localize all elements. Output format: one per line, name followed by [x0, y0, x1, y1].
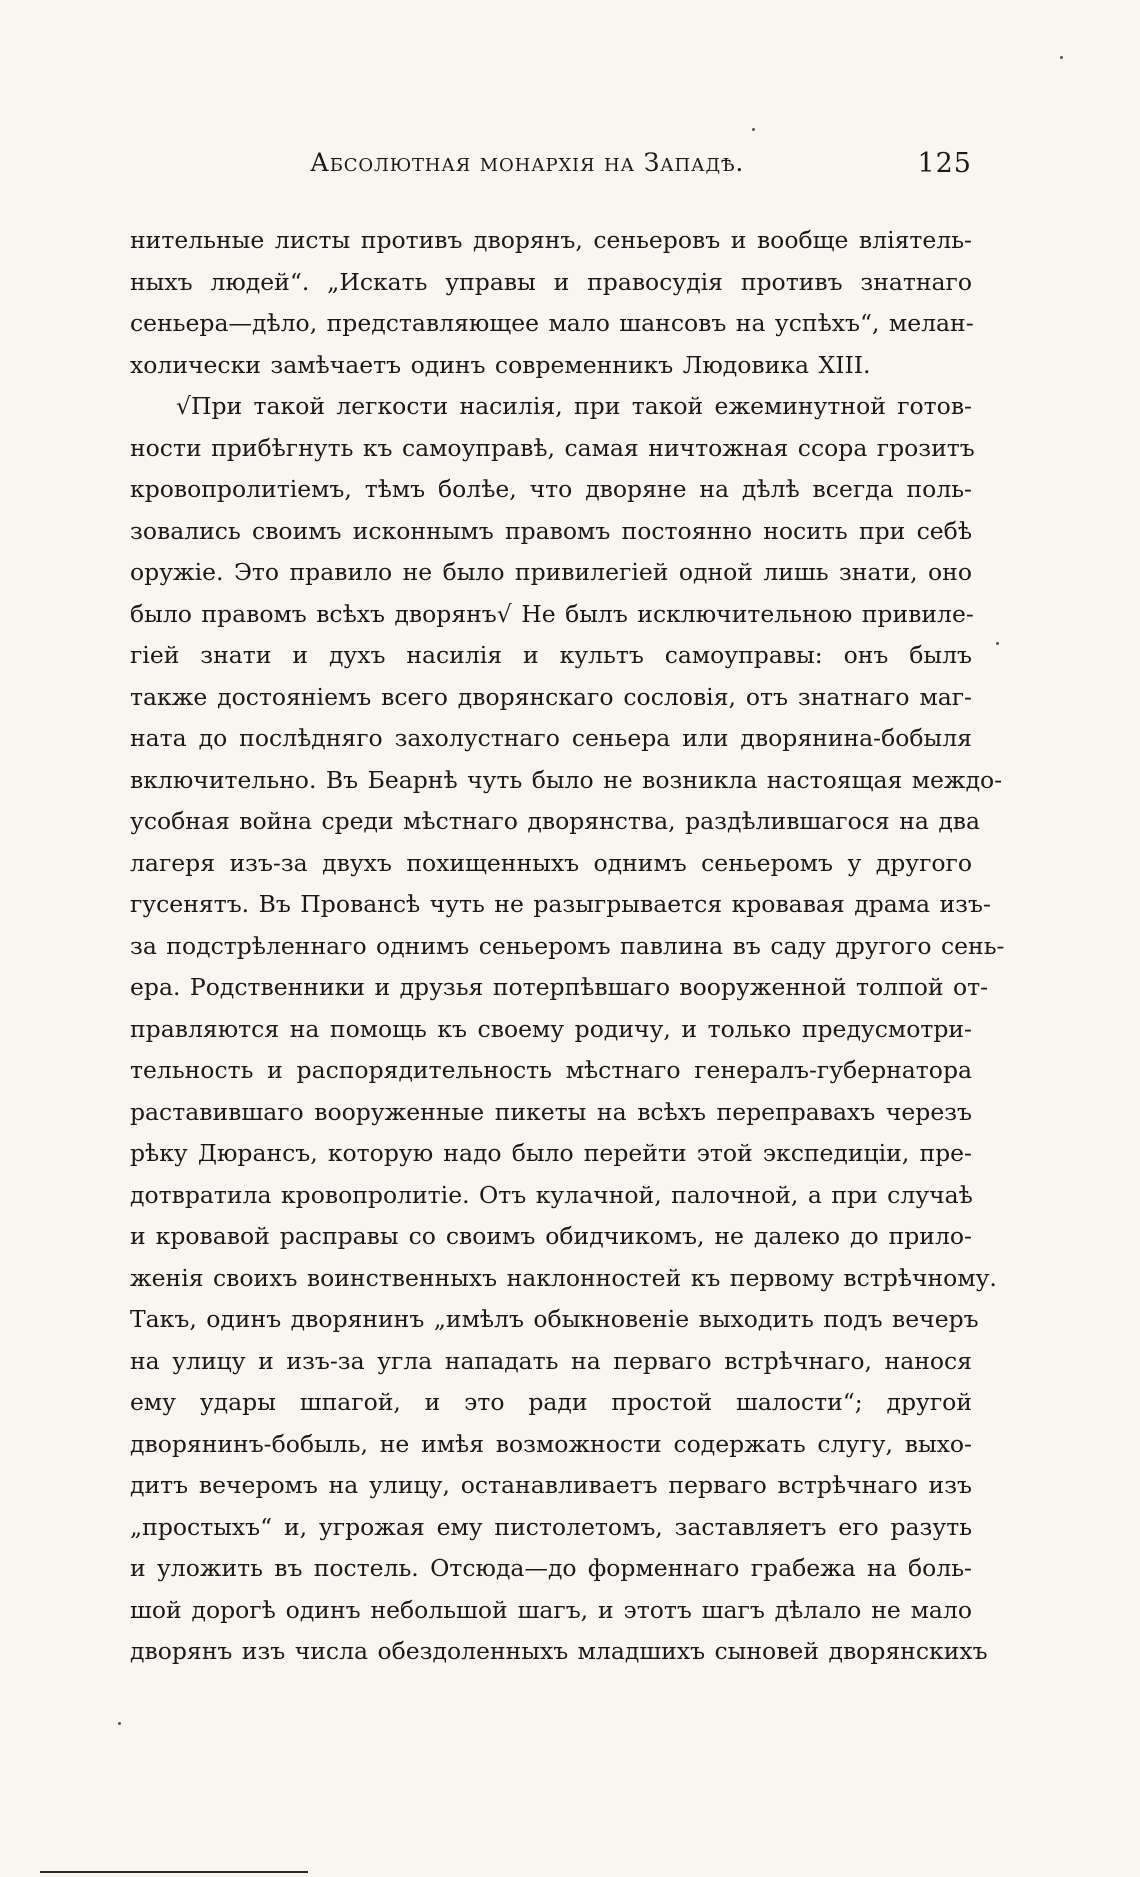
text-line: также достояніемъ всего дворянскаго сословія, отъ знатнаго маг-	[130, 682, 972, 711]
paper-speck	[752, 128, 755, 131]
text-line: ему удары шпагой, и это ради простой шалости“; другой	[130, 1388, 972, 1416]
text-line: шой дорогѣ одинъ небольшой шагъ, и этотъ шагъ дѣлало не мало	[130, 1595, 972, 1624]
text-line: включительно. Въ Беарнѣ чуть было не возникла настоящая междо-	[130, 765, 1003, 794]
text-line: сеньера—дѣло, представляющее мало шансовъ на успѣхъ“, мелан-	[130, 309, 974, 337]
text-line: усобная война среди мѣстнаго дворянства, раздѣлившагося на два	[130, 807, 981, 835]
page-header	[130, 148, 972, 188]
text-line: лагеря изъ-за двухъ похищенныхъ однимъ сеньеромъ у другого	[130, 848, 972, 877]
text-line: рѣку Дюрансъ, которую надо было перейти этой экспедиціи, пре-	[130, 1139, 972, 1167]
text-line: и кровавой расправы со своимъ обидчикомъ, не далеко до прило-	[130, 1222, 972, 1250]
text-line: гіей знати и духъ насилія и культъ самоуправы: онъ былъ	[130, 641, 972, 669]
text-line: и уложить въ постель. Отсюда—до форменнаго грабежа на боль-	[130, 1554, 972, 1582]
paper-speck	[1060, 56, 1063, 59]
text-line: холически замѣчаетъ одинъ современникъ Людовика XIII.	[130, 350, 871, 379]
text-line: гусенятъ. Въ Провансѣ чуть не разыгрывается кровавая драма изъ-	[130, 890, 991, 918]
text-line: было правомъ всѣхъ дворянъ√ Не былъ исключительною привиле-	[130, 599, 974, 628]
page-number: 125	[917, 148, 972, 179]
text-line: √При такой легкости насилія, при такой ежеминутной готов-	[176, 392, 972, 420]
text-line: нительные листы противъ дворянъ, сеньеровъ и вообще вліятель-	[130, 226, 972, 254]
text-line: женія своихъ воинственныхъ наклонностей къ первому встрѣчному.	[130, 1263, 997, 1292]
footnote-rule	[40, 1871, 308, 1873]
text-line: кровопролитіемъ, тѣмъ болѣе, что дворяне на дѣлѣ всегда поль-	[130, 475, 972, 503]
text-line: раставившаго вооруженные пикеты на всѣхъ переправахъ черезъ	[130, 1097, 972, 1126]
text-line: на улицу и изъ-за угла нападать на перваго встрѣчнаго, нанося	[130, 1346, 972, 1375]
text-line: оружіе. Это правило не было привилегіей одной лишь знати, оно	[130, 558, 972, 586]
paper-speck	[996, 642, 999, 645]
paper-speck	[118, 1722, 121, 1725]
text-line: дитъ вечеромъ на улицу, останавливаетъ перваго встрѣчнаго изъ	[130, 1471, 972, 1499]
text-line: дотвратила кровопролитіе. Отъ кулачной, палочной, а при случаѣ	[130, 1180, 973, 1209]
text-line: дворянъ изъ числа обездоленныхъ младшихъ сыновей дворянскихъ	[130, 1637, 988, 1665]
body-text	[130, 220, 1005, 1673]
text-line: за подстрѣленнаго однимъ сеньеромъ павлина въ саду другого сень-	[130, 931, 1005, 960]
text-line: ната до послѣдняго захолустнаго сеньера или дворянина-бобыля	[130, 724, 972, 752]
text-line: ныхъ людей“. „Искать управы и правосудія противъ знатнаго	[130, 267, 972, 296]
text-line: дворянинъ-бобыль, не имѣя возможности содержать слугу, выхо-	[130, 1429, 972, 1458]
text-line: тельность и распорядительность мѣстнаго генералъ-губернатора	[130, 1056, 972, 1084]
text-line: Такъ, одинъ дворянинъ „имѣлъ обыкновеніе выходить подъ вечеръ	[130, 1305, 979, 1333]
text-line: ера. Родственники и друзья потерпѣвшаго вооруженной толпой от-	[130, 973, 989, 1001]
text-line: правляются на помощь къ своему родичу, и только предусмотри-	[130, 1014, 972, 1043]
text-line: „простыхъ“ и, угрожая ему пистолетомъ, заставляетъ его разуть	[130, 1512, 972, 1541]
text-line: зовались своимъ исконнымъ правомъ постоянно носить при себѣ	[130, 516, 972, 545]
running-head: Абсолютная монархія на Западѣ.	[310, 148, 745, 177]
text-line: ности прибѣгнуть къ самоуправѣ, самая ничтожная ссора грозитъ	[130, 433, 975, 462]
